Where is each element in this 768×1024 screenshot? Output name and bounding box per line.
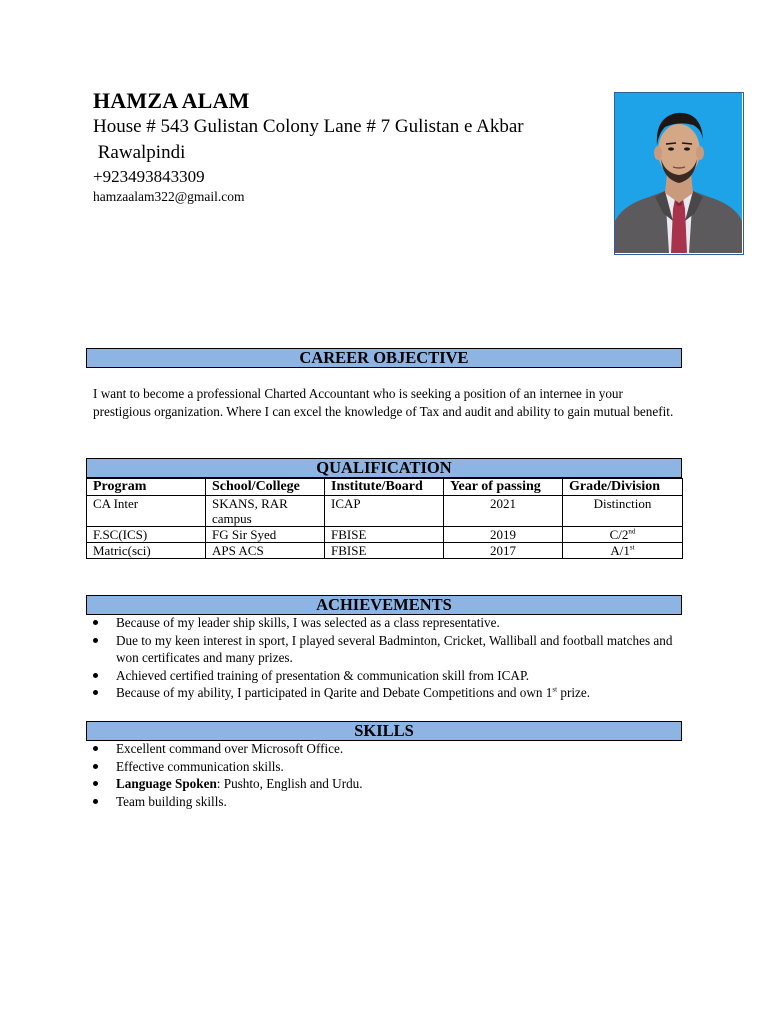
cell-grade: C/2nd: [563, 527, 683, 543]
phone-number: +923493843309: [93, 167, 205, 186]
cell-year: 2017: [444, 543, 563, 559]
cell-board: ICAP: [325, 496, 444, 527]
table-row: [87, 543, 683, 559]
cell-grade: Distinction: [563, 496, 683, 527]
profile-photo: [614, 92, 744, 255]
cell-school: APS ACS: [206, 543, 325, 559]
address-line-2: Rawalpindi: [93, 142, 186, 163]
cell-program: Matric(sci): [87, 543, 206, 559]
cell-program: F.SC(ICS): [87, 527, 206, 543]
cell-program: CA Inter: [87, 496, 206, 527]
bullet-icon: [93, 638, 98, 643]
bullet-icon: [93, 690, 98, 695]
profile-photo-icon: [615, 93, 742, 253]
column-header-program: Program: [87, 479, 206, 496]
list-item: Achieved certified training of presentation & communication skill from ICAP.: [93, 667, 678, 685]
list-item: Because of my ability, I participated in Qarite and Debate Competitions and own 1st prize.: [93, 684, 678, 702]
cell-grade: A/1st: [563, 543, 683, 559]
bullet-icon: [93, 673, 98, 678]
bullet-icon: [93, 620, 98, 625]
skills-list: [93, 740, 678, 810]
qualification-header-row: [87, 479, 683, 496]
column-header-year: Year of passing: [444, 479, 563, 496]
cell-year: 2019: [444, 527, 563, 543]
address-line-1: House # 543 Gulistan Colony Lane # 7 Gulistan e Akbar: [93, 116, 524, 137]
bullet-icon: [93, 781, 98, 786]
section-header-qualification: QUALIFICATION: [86, 458, 682, 478]
list-item: Team building skills.: [93, 793, 678, 811]
cell-board: FBISE: [325, 543, 444, 559]
cell-board: FBISE: [325, 527, 444, 543]
bullet-icon: [93, 764, 98, 769]
list-item: Due to my keen interest in sport, I played several Badminton, Cricket, Walliball and football matches and won certificates and many prizes.: [93, 632, 678, 667]
column-header-grade: Grade/Division: [563, 479, 683, 496]
column-header-school: School/College: [206, 479, 325, 496]
cell-school: FG Sir Syed: [206, 527, 325, 543]
bullet-icon: [93, 799, 98, 804]
bullet-icon: [93, 746, 98, 751]
career-objective-text: I want to become a professional Charted Accountant who is seeking a position of an internee in your prestigious organization. Where I can excel the knowledge of Tax and audit and ability to gain mutual benefit.: [93, 386, 674, 419]
cell-school: SKANS, RAR campus: [206, 496, 325, 527]
cell-year: 2021: [444, 496, 563, 527]
table-row: [87, 527, 683, 543]
list-item: Effective communication skills.: [93, 758, 678, 776]
list-item: Language Spoken: Pushto, English and Urdu.: [93, 775, 678, 793]
section-header-achievements: ACHIEVEMENTS: [86, 595, 682, 615]
column-header-board: Institute/Board: [325, 479, 444, 496]
list-item: Excellent command over Microsoft Office.: [93, 740, 678, 758]
list-item: Because of my leader ship skills, I was selected as a class representative.: [93, 614, 678, 632]
section-header-skills: SKILLS: [86, 721, 682, 741]
candidate-name: HAMZA ALAM: [93, 88, 250, 113]
achievements-list: [93, 614, 678, 702]
section-header-career-objective: CAREER OBJECTIVE: [86, 348, 682, 368]
qualification-table: [86, 478, 683, 559]
table-row: [87, 496, 683, 527]
email-address: hamzaalam322@gmail.com: [93, 189, 245, 204]
